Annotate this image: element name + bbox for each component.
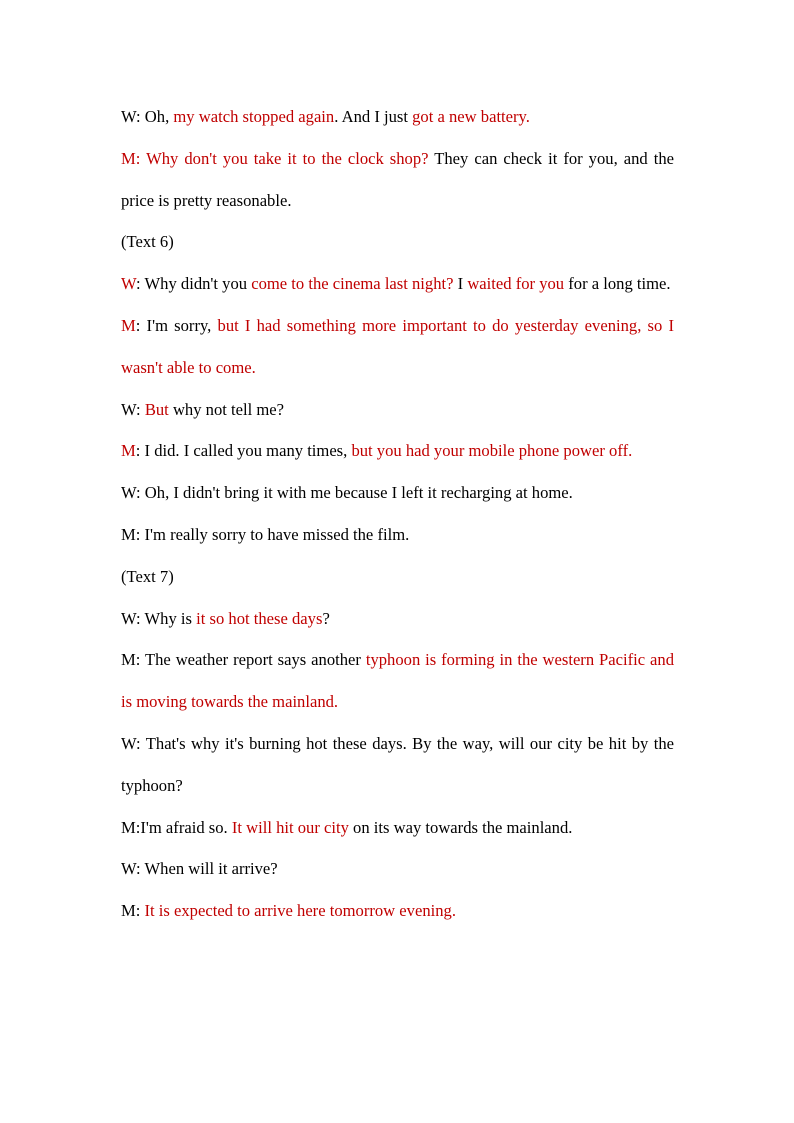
dialogue-line	[121, 807, 674, 849]
dialogue-line	[121, 598, 674, 640]
dialogue-line	[121, 556, 674, 598]
dialogue-line	[121, 723, 674, 807]
highlighted-text: M: Why don't you take it to the clock shop?	[121, 148, 429, 168]
text-run: : I'm sorry,	[135, 315, 218, 335]
highlighted-text: W	[121, 274, 137, 294]
text-run: M:	[121, 901, 145, 921]
dialogue-line	[121, 848, 674, 890]
highlighted-text: waited for you	[467, 274, 565, 294]
text-run: They can check it for you, and the price is pretty reasonable.	[121, 148, 674, 210]
text-run: W:	[121, 399, 145, 419]
highlighted-text: got a new battery.	[412, 107, 530, 126]
highlighted-text: But	[144, 399, 169, 419]
highlighted-text: typhoon is forming in the western Pacific and is moving towards the mainland.	[121, 650, 674, 712]
text-run: W: Oh, I didn't bring it with me because I left it recharging at home.	[121, 483, 573, 503]
text-run: W: Why is	[121, 608, 197, 628]
dialogue-transcript	[121, 96, 674, 932]
text-run: for a long time.	[564, 274, 671, 294]
highlighted-text: come to the cinema last night?	[251, 274, 454, 294]
dialogue-line	[121, 890, 674, 932]
dialogue-line	[121, 430, 674, 472]
dialogue-line	[121, 138, 674, 222]
text-run: M:I'm afraid so.	[121, 817, 232, 837]
text-run: ?	[322, 608, 330, 628]
dialogue-line	[121, 514, 674, 556]
highlighted-text: but you had your mobile phone power off.	[351, 441, 633, 461]
text-run: (Text 6)	[121, 232, 174, 252]
text-run: on its way towards the mainland.	[348, 817, 573, 837]
highlighted-text: It will hit our city	[231, 817, 349, 837]
highlighted-text: my watch stopped again	[173, 107, 335, 126]
dialogue-line	[121, 389, 674, 431]
text-run: W: Oh,	[121, 107, 174, 126]
text-run: W: That's why it's burning hot these days. By the way, will our city be hit by the typhoon?	[121, 733, 674, 795]
text-run: . And I just	[334, 107, 413, 126]
dialogue-line	[121, 472, 674, 514]
dialogue-line	[121, 639, 674, 723]
text-run: (Text 7)	[121, 566, 174, 586]
text-run: M: I'm really sorry to have missed the film.	[121, 524, 410, 544]
dialogue-line	[121, 221, 674, 263]
dialogue-line	[121, 96, 674, 138]
highlighted-text: M	[121, 441, 136, 461]
text-run: why not tell me?	[168, 399, 285, 419]
highlighted-text: it so hot these days	[196, 608, 323, 628]
highlighted-text: M	[121, 315, 136, 335]
text-run: W: When will it arrive?	[121, 859, 278, 879]
highlighted-text: It is expected to arrive here tomorrow evening.	[144, 901, 456, 921]
text-run: M: The weather report says another	[121, 650, 366, 670]
highlighted-text: but I had something more important to do yesterday evening, so I wasn't able to come.	[121, 315, 674, 377]
dialogue-line	[121, 305, 674, 389]
text-run: : Why didn't you	[136, 274, 252, 294]
text-run: I	[453, 274, 468, 294]
text-run: : I did. I called you many times,	[135, 441, 352, 461]
dialogue-line	[121, 263, 674, 305]
